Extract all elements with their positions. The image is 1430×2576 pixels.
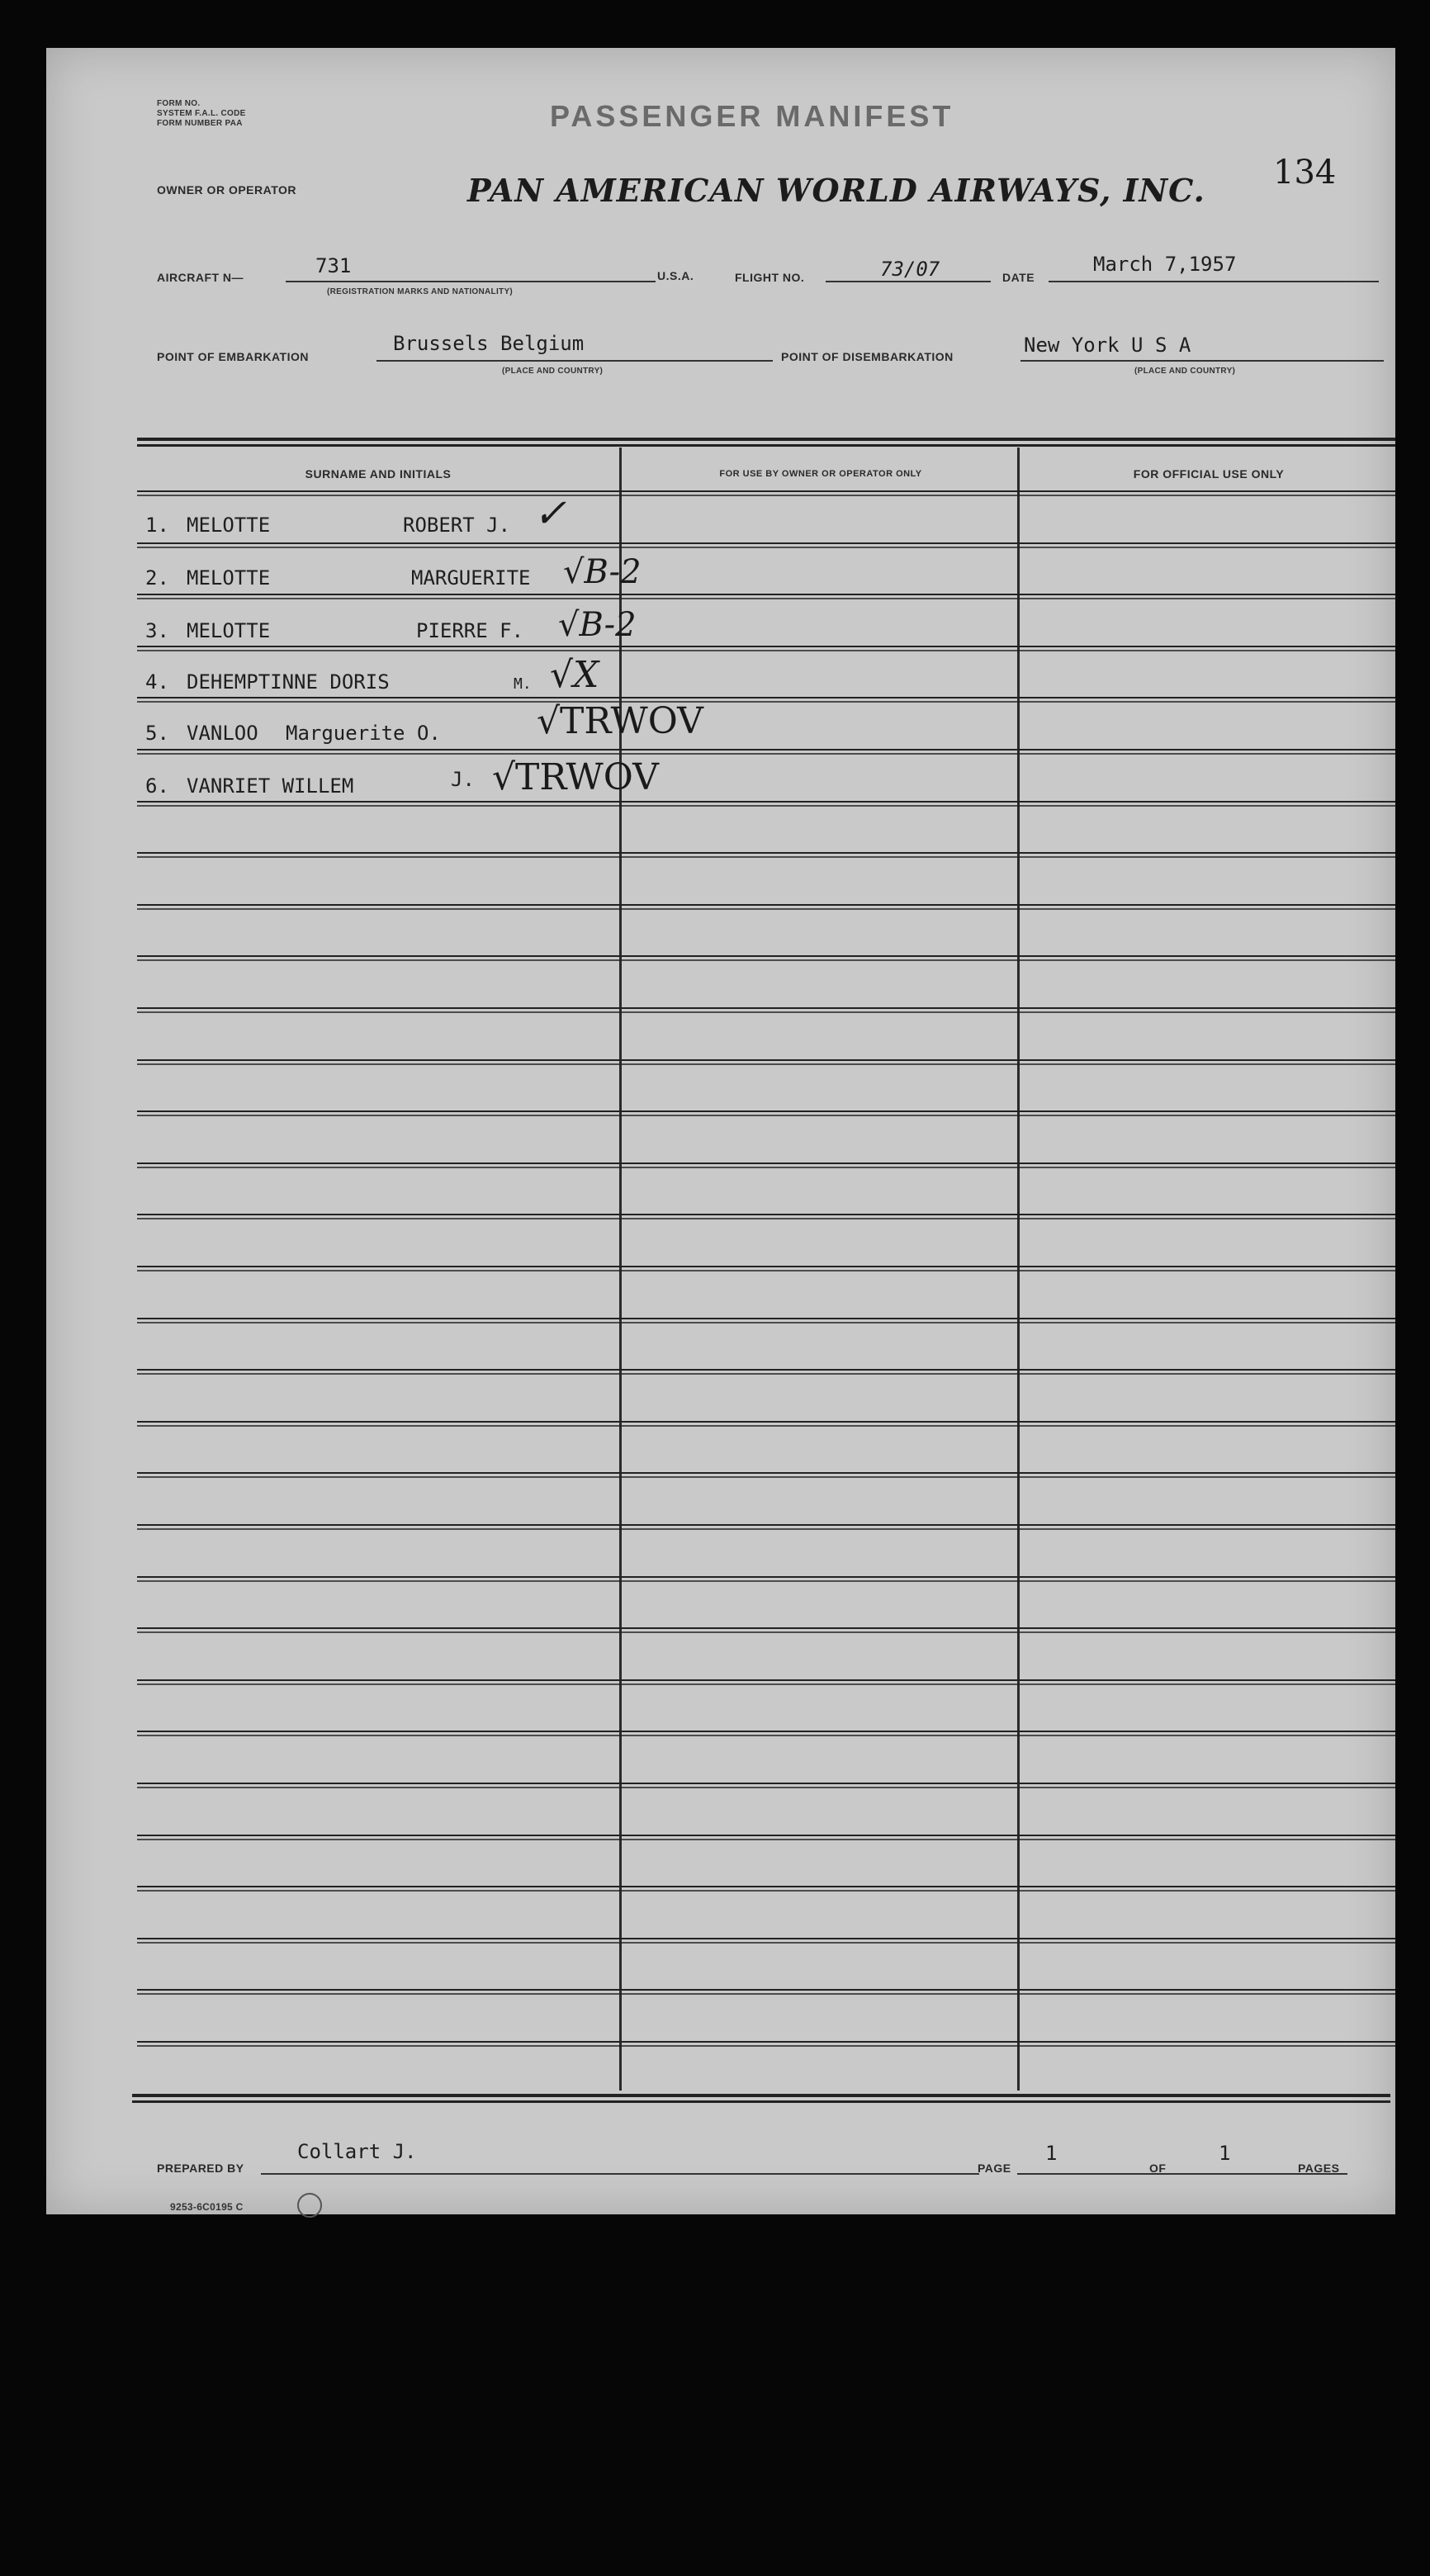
row-rule <box>137 1886 1395 1887</box>
row-rule <box>137 856 1395 858</box>
row-rule <box>137 594 1395 595</box>
passenger-number: 1. <box>145 514 169 537</box>
row-rule <box>137 1115 1395 1116</box>
row-rule <box>137 1059 1395 1061</box>
column-header-name: SURNAME AND INITIALS <box>305 467 452 481</box>
row-rule <box>137 1787 1395 1788</box>
passenger-check-mark: √TRWOV <box>492 756 659 798</box>
row-rule <box>137 1783 1395 1784</box>
table-top-rule <box>137 438 1395 441</box>
row-rule <box>137 959 1395 961</box>
disembarkation-caption: (PLACE AND COUNTRY) <box>1134 367 1236 376</box>
passenger-given: MARGUERITE <box>411 566 531 590</box>
row-rule <box>137 1989 1395 1991</box>
row-rule <box>137 1369 1395 1371</box>
table-top-rule-2 <box>137 444 1395 447</box>
passenger-surname: VANRIET WILLEM <box>187 774 354 798</box>
form-id-line: SYSTEM F.A.L. CODE <box>157 109 246 118</box>
row-rule <box>137 753 1395 755</box>
row-rule <box>137 1524 1395 1526</box>
row-rule <box>137 1421 1395 1423</box>
row-rule <box>137 1938 1395 1939</box>
table-bottom-rule <box>132 2094 1390 2097</box>
form-id-line: FORM NO. <box>157 99 201 108</box>
row-rule <box>137 852 1395 854</box>
row-rule <box>137 1322 1395 1324</box>
passenger-number: 6. <box>145 774 169 798</box>
embarkation-caption: (PLACE AND COUNTRY) <box>502 367 604 376</box>
pages-label: PAGES <box>1298 2162 1340 2175</box>
passenger-check-mark: ✓ <box>533 490 567 537</box>
passenger-surname: VANLOO <box>187 722 258 745</box>
row-rule <box>137 1528 1395 1530</box>
of-label: OF <box>1149 2162 1167 2175</box>
row-rule <box>137 1266 1395 1267</box>
row-rule <box>137 1679 1395 1681</box>
row-rule <box>137 1683 1395 1685</box>
row-rule <box>137 1580 1395 1582</box>
usa-label: U.S.A. <box>657 269 694 282</box>
page-label: PAGE <box>978 2162 1011 2175</box>
row-rule <box>137 2041 1395 2043</box>
passenger-surname: MELOTTE <box>187 619 271 642</box>
aircraft-label: AIRCRAFT N— <box>157 271 244 284</box>
form-title: PASSENGER MANIFEST <box>550 99 954 133</box>
row-rule <box>137 2045 1395 2047</box>
passenger-check-mark: √TRWOV <box>537 700 703 742</box>
row-rule <box>137 1218 1395 1219</box>
passenger-number: 4. <box>145 670 169 694</box>
row-rule <box>137 542 1395 544</box>
row-rule <box>137 1472 1395 1474</box>
table-bottom-rule-2 <box>132 2100 1390 2103</box>
row-rule <box>137 1063 1395 1065</box>
passenger-surname: MELOTTE <box>187 514 271 537</box>
column-divider <box>1017 447 1020 2091</box>
row-rule <box>137 490 1395 492</box>
embarkation-value: Brussels Belgium <box>393 332 585 355</box>
row-rule <box>137 646 1395 647</box>
owner-label: OWNER OR OPERATOR <box>157 183 296 197</box>
row-rule <box>137 1631 1395 1633</box>
passenger-given: J. <box>451 768 475 791</box>
row-rule <box>137 697 1395 698</box>
form-id-block <box>157 99 246 129</box>
row-rule <box>137 1627 1395 1629</box>
passenger-surname: MELOTTE <box>187 566 271 590</box>
row-rule <box>137 1425 1395 1427</box>
row-rule <box>137 1835 1395 1836</box>
disembarkation-label: POINT OF DISEMBARKATION <box>781 350 954 363</box>
prepared-by-label: PREPARED BY <box>157 2162 244 2175</box>
row-rule <box>137 1373 1395 1375</box>
disembarkation-value: New York U S A <box>1024 334 1191 357</box>
passenger-given: ROBERT J. <box>403 514 511 537</box>
row-rule <box>137 1576 1395 1578</box>
row-rule <box>137 1993 1395 1995</box>
page-stamp-number: 134 <box>1273 154 1337 192</box>
aircraft-value: 731 <box>315 254 352 277</box>
date-label: DATE <box>1002 271 1035 284</box>
row-rule <box>137 1942 1395 1944</box>
passenger-number: 3. <box>145 619 169 642</box>
row-rule <box>137 1270 1395 1271</box>
page-value: 1 <box>1045 2142 1058 2165</box>
flight-label: FLIGHT NO. <box>735 271 805 284</box>
row-rule <box>137 1839 1395 1840</box>
union-label-icon <box>297 2193 322 2218</box>
passenger-given: M. <box>514 675 532 693</box>
of-value: 1 <box>1219 2142 1231 2165</box>
row-rule <box>137 1890 1395 1892</box>
flight-value: 73/07 <box>880 258 940 281</box>
row-rule <box>137 1007 1395 1009</box>
passenger-check-mark: √B-2 <box>558 606 637 644</box>
row-rule <box>137 547 1395 548</box>
date-value: March 7,1957 <box>1093 253 1237 276</box>
row-rule <box>137 955 1395 957</box>
row-rule <box>137 801 1395 803</box>
column-header-official: FOR OFFICIAL USE ONLY <box>1133 467 1285 481</box>
passenger-surname: DEHEMPTINNE DORIS <box>187 670 390 694</box>
row-rule <box>137 904 1395 906</box>
row-rule <box>137 495 1395 496</box>
row-rule <box>137 1214 1395 1215</box>
form-id-line: FORM NUMBER PAA <box>157 119 243 128</box>
passenger-check-mark: √X <box>550 654 599 696</box>
aircraft-caption: (REGISTRATION MARKS AND NATIONALITY) <box>327 287 514 296</box>
operator-name: PAN AMERICAN WORLD AIRWAYS, INC. <box>467 172 1205 209</box>
embarkation-label: POINT OF EMBARKATION <box>157 350 309 363</box>
passenger-check-mark: √B-2 <box>563 553 642 591</box>
passenger-number: 5. <box>145 722 169 745</box>
form-code: 9253-6C0195 C <box>170 2201 244 2213</box>
row-rule <box>137 1476 1395 1478</box>
row-rule <box>137 1110 1395 1112</box>
row-rule <box>137 1163 1395 1164</box>
row-rule <box>137 908 1395 910</box>
column-header-operator: FOR USE BY OWNER OR OPERATOR ONLY <box>719 469 922 479</box>
row-rule <box>137 1167 1395 1168</box>
manifest-sheet <box>46 48 1395 2214</box>
row-rule <box>137 598 1395 599</box>
column-divider <box>619 447 622 2091</box>
row-rule <box>137 749 1395 751</box>
row-rule <box>137 1731 1395 1732</box>
row-rule <box>137 650 1395 651</box>
passenger-given: PIERRE F. <box>416 619 524 642</box>
row-rule <box>137 1011 1395 1013</box>
row-rule <box>137 701 1395 703</box>
row-rule <box>137 805 1395 807</box>
prepared-by-value: Collart J. <box>297 2140 417 2163</box>
passenger-given: Marguerite O. <box>286 722 441 745</box>
row-rule <box>137 1318 1395 1319</box>
passenger-number: 2. <box>145 566 169 590</box>
row-rule <box>137 1735 1395 1736</box>
